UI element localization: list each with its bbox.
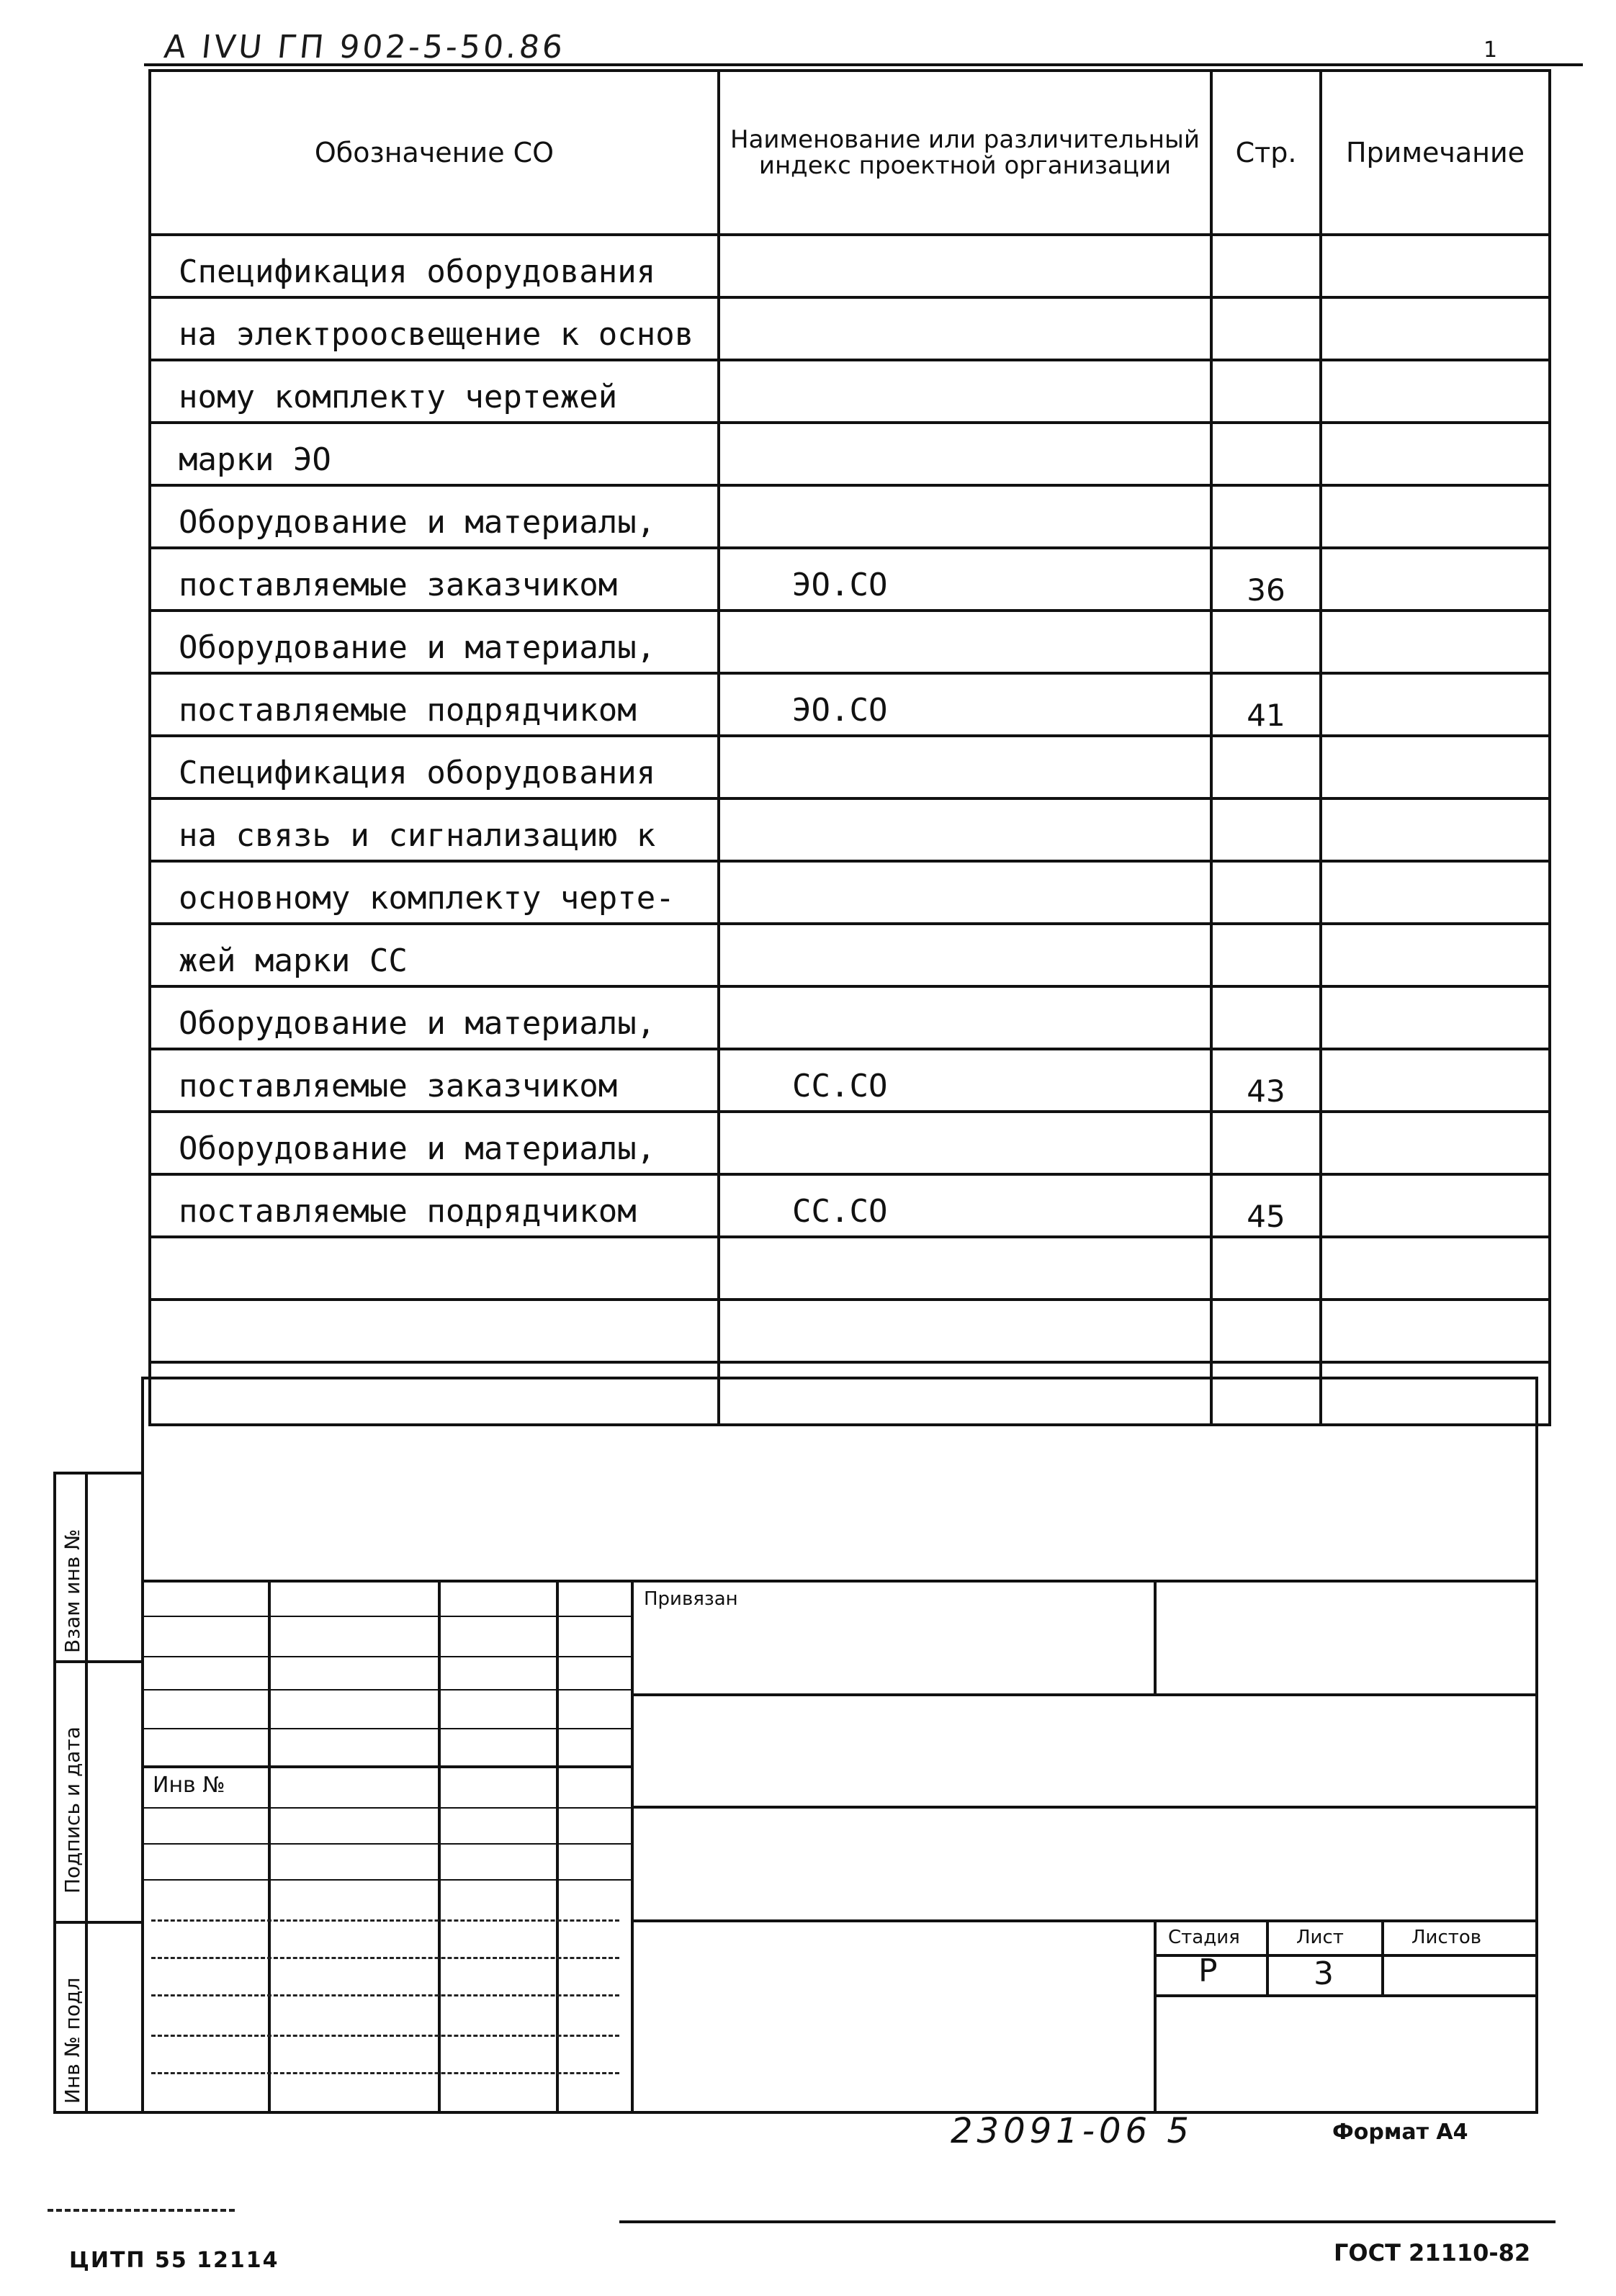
note-cell [1321, 360, 1550, 423]
note-cell [1321, 1174, 1550, 1237]
page-cell [1211, 986, 1321, 1049]
page-cell: 45 [1211, 1174, 1321, 1237]
stamp-number: 23091-06 5 [951, 2111, 1193, 2151]
page-cell [1211, 1300, 1321, 1362]
note-cell [1321, 423, 1550, 485]
table-row [150, 1174, 1550, 1237]
note-cell [1321, 673, 1550, 736]
index-cell: СС.СО [719, 1049, 1211, 1112]
index-cell [719, 986, 1211, 1049]
privyazan-label: Привязан [644, 1588, 738, 1610]
side-label-podpis: Подпись и дата [60, 1726, 84, 1894]
side-stamp-rule [53, 1660, 144, 1663]
index-cell [719, 423, 1211, 485]
index-cell [719, 360, 1211, 423]
page-cell [1211, 611, 1321, 673]
page-cell [1211, 1237, 1321, 1300]
title-block-rule [631, 1806, 1538, 1809]
page-cell [1211, 736, 1321, 798]
signature-dash [151, 2035, 619, 2037]
table-row [150, 736, 1550, 798]
title-block-rule [1154, 1994, 1538, 1997]
table-row [150, 360, 1550, 423]
left-code: ЦИТП 55 12114 [69, 2248, 279, 2273]
index-cell [719, 1112, 1211, 1174]
signature-rule [141, 1807, 631, 1809]
note-cell [1321, 1112, 1550, 1174]
signature-rule [141, 1879, 631, 1881]
index-cell [719, 1300, 1211, 1362]
col-header-note: Примечание [1321, 71, 1550, 235]
page-cell [1211, 360, 1321, 423]
gost-label: ГОСТ 21110-82 [1334, 2239, 1531, 2266]
title-block-col [1154, 1919, 1157, 2114]
table-row [150, 297, 1550, 360]
table-body [150, 235, 1550, 1425]
table-row [150, 986, 1550, 1049]
signature-dash [151, 1957, 619, 1959]
table-row [150, 798, 1550, 861]
table-row [150, 485, 1550, 548]
index-cell [719, 736, 1211, 798]
page-cell [1211, 1112, 1321, 1174]
designation-cell: поставляемые заказчиком [150, 548, 719, 611]
designation-cell: жей марки СС [150, 924, 719, 986]
format-label: Формат А4 [1332, 2120, 1468, 2145]
index-cell [719, 611, 1211, 673]
table-row [150, 924, 1550, 986]
signature-rule [141, 1728, 631, 1729]
designation-cell: Оборудование и материалы, [150, 986, 719, 1049]
designation-cell: на связь и сигнализацию к [150, 798, 719, 861]
side-stamp-rule [53, 1921, 144, 1924]
side-stamp-divider [85, 1472, 88, 2114]
designation-cell: Спецификация оборудования [150, 235, 719, 297]
designation-cell: на электроосвещение к основ [150, 297, 719, 360]
sheet-mark: 1 [1483, 37, 1498, 63]
page-cell [1211, 485, 1321, 548]
signature-rule [141, 1689, 631, 1691]
signature-rule [141, 1616, 631, 1617]
title-block-rule [141, 1580, 1538, 1583]
note-cell [1321, 861, 1550, 924]
title-block-rule [631, 1693, 1538, 1696]
spec-table [148, 69, 1551, 1426]
footer-rule-left [48, 2209, 235, 2212]
designation-cell: Оборудование и материалы, [150, 611, 719, 673]
index-cell: ЭО.СО [719, 548, 1211, 611]
note-cell [1321, 1049, 1550, 1112]
index-cell [719, 798, 1211, 861]
lower-frame [141, 1377, 1538, 2114]
note-cell [1321, 297, 1550, 360]
designation-cell [150, 1300, 719, 1362]
index-cell: СС.СО [719, 1174, 1211, 1237]
title-block-col [1154, 1580, 1157, 1695]
table-row [150, 1237, 1550, 1300]
designation-cell: поставляемые подрядчиком [150, 1174, 719, 1237]
table-row [150, 611, 1550, 673]
designation-cell: ному комплекту чертежей [150, 360, 719, 423]
stadia-value: Р [1198, 1953, 1218, 1989]
index-cell [719, 235, 1211, 297]
designation-cell: основному комплекту черте- [150, 861, 719, 924]
page-cell: 41 [1211, 673, 1321, 736]
page-cell [1211, 924, 1321, 986]
note-cell [1321, 548, 1550, 611]
title-block-col [268, 1580, 271, 2114]
table-row [150, 548, 1550, 611]
index-cell [719, 297, 1211, 360]
index-cell [719, 861, 1211, 924]
designation-cell: марки ЭО [150, 423, 719, 485]
document-code: А IVU ГП 902-5-50.86 [162, 29, 567, 66]
title-block-col [1266, 1919, 1269, 1996]
col-header-name-index: Наименование или различительный индекс проектной организации [719, 71, 1211, 235]
title-block-col [438, 1580, 441, 2114]
col-header-page: Стр. [1211, 71, 1321, 235]
side-label-vzam: Взам инв № [60, 1529, 84, 1653]
note-cell [1321, 485, 1550, 548]
page-cell [1211, 861, 1321, 924]
page-cell [1211, 798, 1321, 861]
side-label-inv-podl: Инв № подл [60, 1977, 84, 2104]
list-value: 3 [1314, 1955, 1334, 1992]
index-cell: ЭО.СО [719, 673, 1211, 736]
table-row [150, 861, 1550, 924]
note-cell [1321, 798, 1550, 861]
list-label: Лист [1296, 1927, 1344, 1948]
signature-dash [151, 1919, 619, 1922]
inv-no-label: Инв № [153, 1773, 225, 1798]
note-cell [1321, 611, 1550, 673]
footer-rule-right [619, 2220, 1556, 2223]
stadia-label: Стадия [1168, 1927, 1240, 1948]
note-cell [1321, 986, 1550, 1049]
title-block-col [556, 1580, 559, 2114]
index-cell [719, 924, 1211, 986]
designation-cell: поставляемые заказчиком [150, 1049, 719, 1112]
page-cell [1211, 235, 1321, 297]
table-header-row [150, 71, 1550, 235]
title-block-col [1381, 1919, 1384, 1996]
page-cell: 36 [1211, 548, 1321, 611]
listov-label: Листов [1411, 1927, 1482, 1948]
note-cell [1321, 924, 1550, 986]
table-row [150, 235, 1550, 297]
page-cell [1211, 423, 1321, 485]
table-row [150, 423, 1550, 485]
signature-rule [141, 1843, 631, 1845]
table-row [150, 1300, 1550, 1362]
note-cell [1321, 235, 1550, 297]
index-cell [719, 1237, 1211, 1300]
table-row [150, 1112, 1550, 1174]
top-rule [144, 63, 1583, 66]
designation-cell [150, 1237, 719, 1300]
designation-cell: Спецификация оборудования [150, 736, 719, 798]
signature-rule [141, 1765, 631, 1768]
designation-cell: поставляемые подрядчиком [150, 673, 719, 736]
signature-dash [151, 2072, 619, 2074]
designation-cell: Оборудование и материалы, [150, 1112, 719, 1174]
designation-cell: Оборудование и материалы, [150, 485, 719, 548]
title-block-col [631, 1580, 634, 2114]
signature-rule [141, 1656, 631, 1657]
col-header-designation: Обозначение СО [150, 71, 719, 235]
page-cell: 43 [1211, 1049, 1321, 1112]
page-cell [1211, 297, 1321, 360]
note-cell [1321, 1300, 1550, 1362]
signature-dash [151, 1994, 619, 1996]
note-cell [1321, 1237, 1550, 1300]
title-block-rule [631, 1919, 1538, 1922]
note-cell [1321, 736, 1550, 798]
table-row [150, 1049, 1550, 1112]
table-row [150, 673, 1550, 736]
index-cell [719, 485, 1211, 548]
